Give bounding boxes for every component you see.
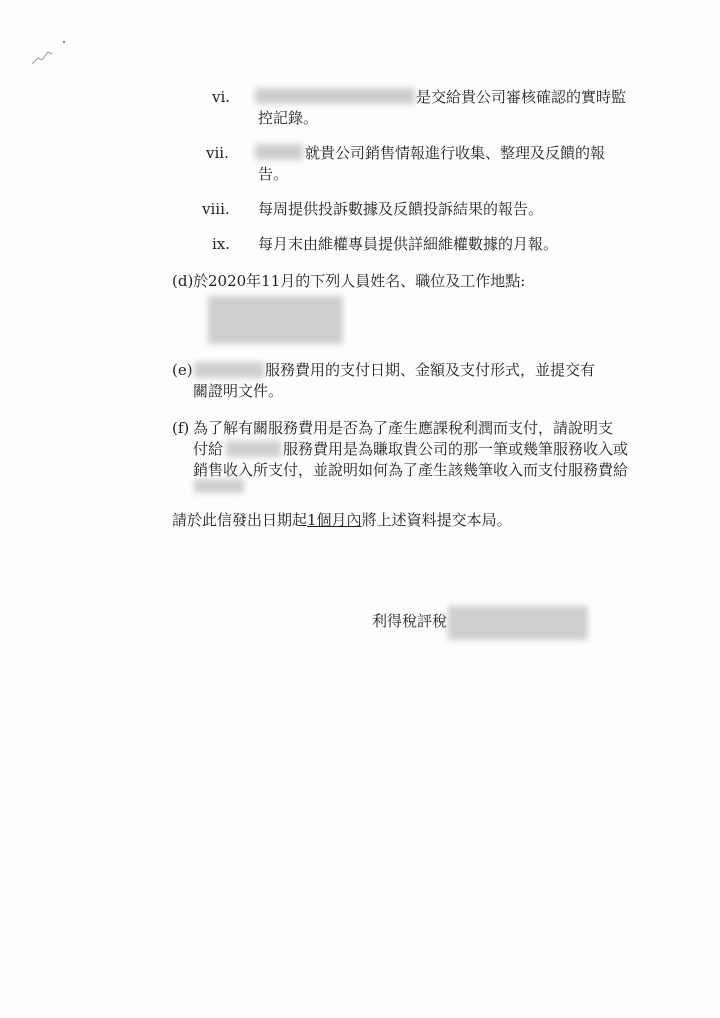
para-f-text-line3: 銷售收入所支付，並說明如何為了產生該幾筆收入而支付服務費給 bbox=[193, 461, 629, 479]
para-d-text: 於2020年11月的下列人員姓名、職位及工作地點: bbox=[193, 272, 526, 290]
item-vi-number: vi. bbox=[212, 88, 231, 106]
para-f-text-line1: 為了解有關服務費用是否為了產生應課稅利潤而支付，請說明支 bbox=[193, 419, 614, 437]
closing-after: 將上述資料提交本局。 bbox=[361, 511, 512, 529]
redacted-name-f bbox=[226, 441, 281, 457]
closing-deadline: 1個月內 bbox=[307, 511, 362, 529]
para-e-text-line1: 服務費用的支付日期、金額及支付形式，並提交有 bbox=[265, 361, 596, 379]
item-vii-number: vii. bbox=[206, 144, 229, 162]
item-ix-number: ix. bbox=[212, 235, 231, 253]
para-e-text-line2: 關證明文件。 bbox=[193, 382, 284, 400]
para-f-text-line2b: 服務費用是為賺取貴公司的那一筆或幾筆服務收入或 bbox=[283, 440, 629, 458]
redacted-name-vii bbox=[255, 144, 303, 160]
redacted-name-vi bbox=[255, 88, 415, 104]
redacted-signatory bbox=[448, 606, 588, 640]
item-vii-text-line1: 就貴公司銷售情報進行收集、整理及反饋的報 bbox=[305, 144, 606, 162]
redacted-personnel-list bbox=[208, 296, 343, 344]
item-vi-text-line1: 是交給貴公司審核確認的實時監 bbox=[416, 88, 627, 106]
para-f-text-line2a: 付給 bbox=[193, 440, 224, 458]
item-viii-text: 每周提供投訴數據及反饋投訴結果的報告。 bbox=[258, 200, 544, 218]
item-vi-text-line2: 控記錄。 bbox=[258, 109, 319, 127]
redacted-name-f2 bbox=[194, 479, 244, 493]
item-ix-text: 每月末由維權專員提供詳細維權數據的月報。 bbox=[258, 235, 559, 253]
para-f-label: (f) bbox=[172, 419, 190, 437]
item-viii-number: viii. bbox=[202, 200, 230, 218]
redacted-name-e bbox=[194, 362, 264, 378]
pen-mark bbox=[30, 38, 70, 68]
signature-title: 利得稅評稅 bbox=[372, 612, 448, 630]
para-e-label: (e) bbox=[172, 361, 193, 379]
para-d-label: (d) bbox=[172, 272, 194, 290]
item-vii-text-line2: 告。 bbox=[258, 165, 289, 183]
closing-sentence bbox=[172, 510, 512, 530]
closing-before: 請於此信發出日期起 bbox=[172, 511, 308, 529]
